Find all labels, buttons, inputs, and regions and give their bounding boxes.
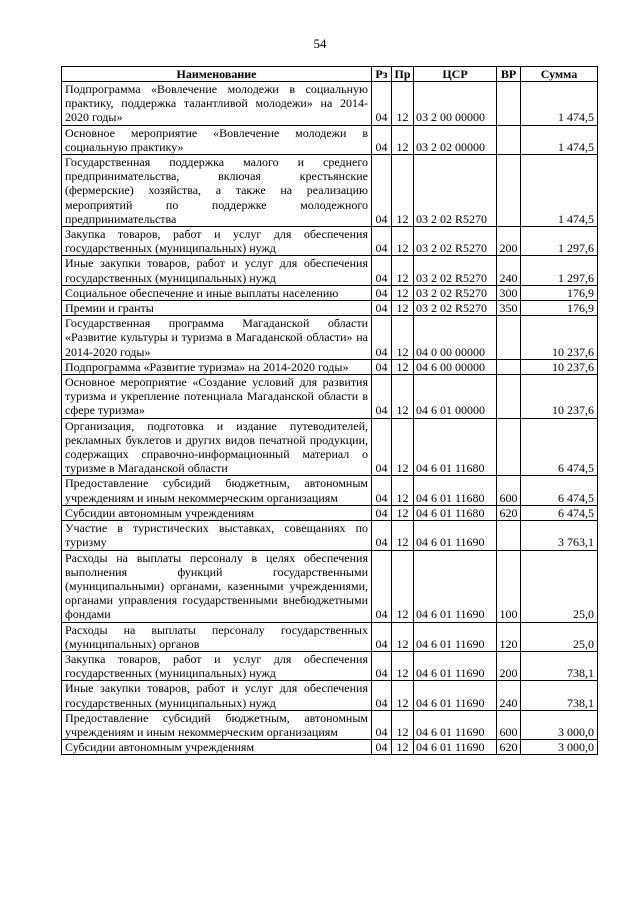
cell-pr: 12 (392, 227, 414, 256)
cell-name: Предоставление субсидий бюджетным, автономным учреждениям и иным некоммерческим организациям (62, 710, 372, 739)
cell-vr: 620 (497, 740, 521, 755)
cell-pr: 12 (392, 740, 414, 755)
table-row (62, 359, 598, 374)
page-number: 54 (313, 36, 327, 51)
cell-vr: 120 (497, 622, 521, 651)
cell-pr: 12 (392, 418, 414, 476)
cell-rz: 04 (372, 316, 392, 360)
cell-name: Иные закупки товаров, работ и услуг для обеспечения государственных (муниципальных) нужд (62, 681, 372, 710)
cell-pr: 12 (392, 155, 414, 227)
cell-csr: 04 6 01 11680 (414, 476, 497, 505)
cell-rz: 04 (372, 125, 392, 154)
cell-rz: 04 (372, 418, 392, 476)
cell-rz: 04 (372, 710, 392, 739)
cell-vr (497, 82, 521, 126)
cell-csr: 04 6 01 11690 (414, 622, 497, 651)
header-vr: ВР (497, 67, 521, 82)
cell-csr: 04 6 01 11690 (414, 681, 497, 710)
table-row (62, 227, 598, 256)
cell-pr: 12 (392, 301, 414, 316)
table-row (62, 740, 598, 755)
cell-rz: 04 (372, 155, 392, 227)
cell-vr (497, 125, 521, 154)
cell-rz: 04 (372, 227, 392, 256)
cell-sum: 10 237,6 (521, 375, 598, 419)
table-body (62, 82, 598, 755)
cell-csr: 04 6 01 11690 (414, 651, 497, 680)
cell-name: Премии и гранты (62, 301, 372, 316)
cell-rz: 04 (372, 301, 392, 316)
cell-vr (497, 155, 521, 227)
cell-rz: 04 (372, 285, 392, 300)
cell-vr: 600 (497, 476, 521, 505)
cell-rz: 04 (372, 550, 392, 622)
cell-sum: 25,0 (521, 622, 598, 651)
cell-csr: 04 6 01 11680 (414, 418, 497, 476)
cell-sum: 3 763,1 (521, 521, 598, 550)
cell-vr (497, 316, 521, 360)
cell-rz: 04 (372, 375, 392, 419)
cell-vr (497, 418, 521, 476)
cell-csr: 03 2 02 R5270 (414, 227, 497, 256)
table-row (62, 710, 598, 739)
cell-pr: 12 (392, 651, 414, 680)
table-row (62, 155, 598, 227)
cell-pr: 12 (392, 505, 414, 520)
cell-csr: 03 2 02 R5270 (414, 155, 497, 227)
cell-name: Закупка товаров, работ и услуг для обеспечения государственных (муниципальных) нужд (62, 651, 372, 680)
cell-vr: 240 (497, 256, 521, 285)
table-row (62, 375, 598, 419)
cell-name: Основное мероприятие «Создание условий для развития туризма и укрепление потенциала Магаданской области в сфере туризма» (62, 375, 372, 419)
cell-csr: 03 2 02 R5270 (414, 285, 497, 300)
table-row (62, 651, 598, 680)
cell-pr: 12 (392, 359, 414, 374)
header-csr: ЦСР (414, 67, 497, 82)
cell-rz: 04 (372, 82, 392, 126)
cell-vr (497, 375, 521, 419)
header-sum: Сумма (521, 67, 598, 82)
cell-name: Организация, подготовка и издание путеводителей, рекламных буклетов и других видов печатной продукции, содержащих справочно-информационный материал о туризме в Магаданской области (62, 418, 372, 476)
cell-sum: 1 474,5 (521, 155, 598, 227)
table-row (62, 521, 598, 550)
table-row (62, 681, 598, 710)
cell-vr: 200 (497, 227, 521, 256)
cell-sum: 1 297,6 (521, 256, 598, 285)
cell-sum: 25,0 (521, 550, 598, 622)
table-row (62, 256, 598, 285)
table-row (62, 476, 598, 505)
cell-sum: 6 474,5 (521, 418, 598, 476)
cell-csr: 04 6 01 11690 (414, 710, 497, 739)
cell-rz: 04 (372, 505, 392, 520)
cell-pr: 12 (392, 82, 414, 126)
cell-sum: 738,1 (521, 681, 598, 710)
cell-name: Подпрограмма «Вовлечение молодежи в социальную практику, поддержка талантливой молодежи» на 2014-2020 годы» (62, 82, 372, 126)
cell-sum: 1 474,5 (521, 125, 598, 154)
cell-vr: 620 (497, 505, 521, 520)
cell-pr: 12 (392, 681, 414, 710)
cell-csr: 04 6 01 11680 (414, 505, 497, 520)
header-rz: Рз (372, 67, 392, 82)
cell-sum: 176,9 (521, 285, 598, 300)
cell-rz: 04 (372, 521, 392, 550)
cell-name: Подпрограмма «Развитие туризма» на 2014-2020 годы» (62, 359, 372, 374)
cell-rz: 04 (372, 359, 392, 374)
cell-sum: 10 237,6 (521, 316, 598, 360)
table-row (62, 301, 598, 316)
table-row (62, 418, 598, 476)
table-row (62, 125, 598, 154)
cell-csr: 03 2 02 R5270 (414, 301, 497, 316)
cell-csr: 03 2 00 00000 (414, 82, 497, 126)
cell-rz: 04 (372, 622, 392, 651)
cell-pr: 12 (392, 125, 414, 154)
cell-pr: 12 (392, 316, 414, 360)
cell-vr: 100 (497, 550, 521, 622)
cell-pr: 12 (392, 256, 414, 285)
header-name: Наименование (62, 67, 372, 82)
table-header-row (62, 67, 598, 82)
cell-rz: 04 (372, 476, 392, 505)
cell-pr: 12 (392, 285, 414, 300)
cell-name: Основное мероприятие «Вовлечение молодежи в социальную практику» (62, 125, 372, 154)
cell-name: Государственная поддержка малого и среднего предпринимательства, включая крестьянские (фермерские) хозяйства, а также на реализацию мероприятий по поддержке молодежного предпринимательства (62, 155, 372, 227)
cell-csr: 04 6 01 00000 (414, 375, 497, 419)
cell-csr: 04 6 00 00000 (414, 359, 497, 374)
cell-csr: 03 2 02 R5270 (414, 256, 497, 285)
cell-vr: 300 (497, 285, 521, 300)
cell-vr: 240 (497, 681, 521, 710)
cell-vr: 200 (497, 651, 521, 680)
cell-vr (497, 521, 521, 550)
cell-rz: 04 (372, 256, 392, 285)
cell-sum: 176,9 (521, 301, 598, 316)
cell-sum: 1 474,5 (521, 82, 598, 126)
cell-name: Расходы на выплаты персоналу в целях обеспечения выполнения функций государственными (муниципальными) органами, казенными учреждениями, органами управления государственными внебюджетными фондами (62, 550, 372, 622)
cell-name: Государственная программа Магаданской области «Развитие культуры и туризма в Магаданской области» на 2014-2020 годы» (62, 316, 372, 360)
cell-sum: 10 237,6 (521, 359, 598, 374)
table-row (62, 505, 598, 520)
cell-csr: 04 0 00 00000 (414, 316, 497, 360)
budget-table (61, 66, 598, 755)
cell-csr: 04 6 01 11690 (414, 550, 497, 622)
table-row (62, 550, 598, 622)
cell-pr: 12 (392, 550, 414, 622)
cell-csr: 03 2 02 00000 (414, 125, 497, 154)
cell-pr: 12 (392, 710, 414, 739)
cell-pr: 12 (392, 375, 414, 419)
cell-sum: 1 297,6 (521, 227, 598, 256)
cell-sum: 6 474,5 (521, 505, 598, 520)
cell-sum: 3 000,0 (521, 710, 598, 739)
table-row (62, 622, 598, 651)
cell-sum: 738,1 (521, 651, 598, 680)
cell-name: Предоставление субсидий бюджетным, автономным учреждениям и иным некоммерческим организациям (62, 476, 372, 505)
cell-csr: 04 6 01 11690 (414, 740, 497, 755)
cell-name: Социальное обеспечение и иные выплаты населению (62, 285, 372, 300)
cell-name: Субсидии автономным учреждениям (62, 740, 372, 755)
cell-sum: 3 000,0 (521, 740, 598, 755)
cell-vr: 350 (497, 301, 521, 316)
cell-rz: 04 (372, 740, 392, 755)
cell-name: Субсидии автономным учреждениям (62, 505, 372, 520)
cell-name: Иные закупки товаров, работ и услуг для обеспечения государственных (муниципальных) нужд (62, 256, 372, 285)
cell-vr: 600 (497, 710, 521, 739)
cell-name: Участие в туристических выставках, совещаниях по туризму (62, 521, 372, 550)
cell-sum: 6 474,5 (521, 476, 598, 505)
cell-name: Расходы на выплаты персоналу государственных (муниципальных) органов (62, 622, 372, 651)
cell-pr: 12 (392, 521, 414, 550)
cell-rz: 04 (372, 681, 392, 710)
table-row (62, 285, 598, 300)
cell-vr (497, 359, 521, 374)
table-row (62, 316, 598, 360)
table-row (62, 82, 598, 126)
cell-csr: 04 6 01 11690 (414, 521, 497, 550)
cell-pr: 12 (392, 622, 414, 651)
cell-pr: 12 (392, 476, 414, 505)
header-pr: Пр (392, 67, 414, 82)
cell-name: Закупка товаров, работ и услуг для обеспечения государственных (муниципальных) нужд (62, 227, 372, 256)
cell-rz: 04 (372, 651, 392, 680)
